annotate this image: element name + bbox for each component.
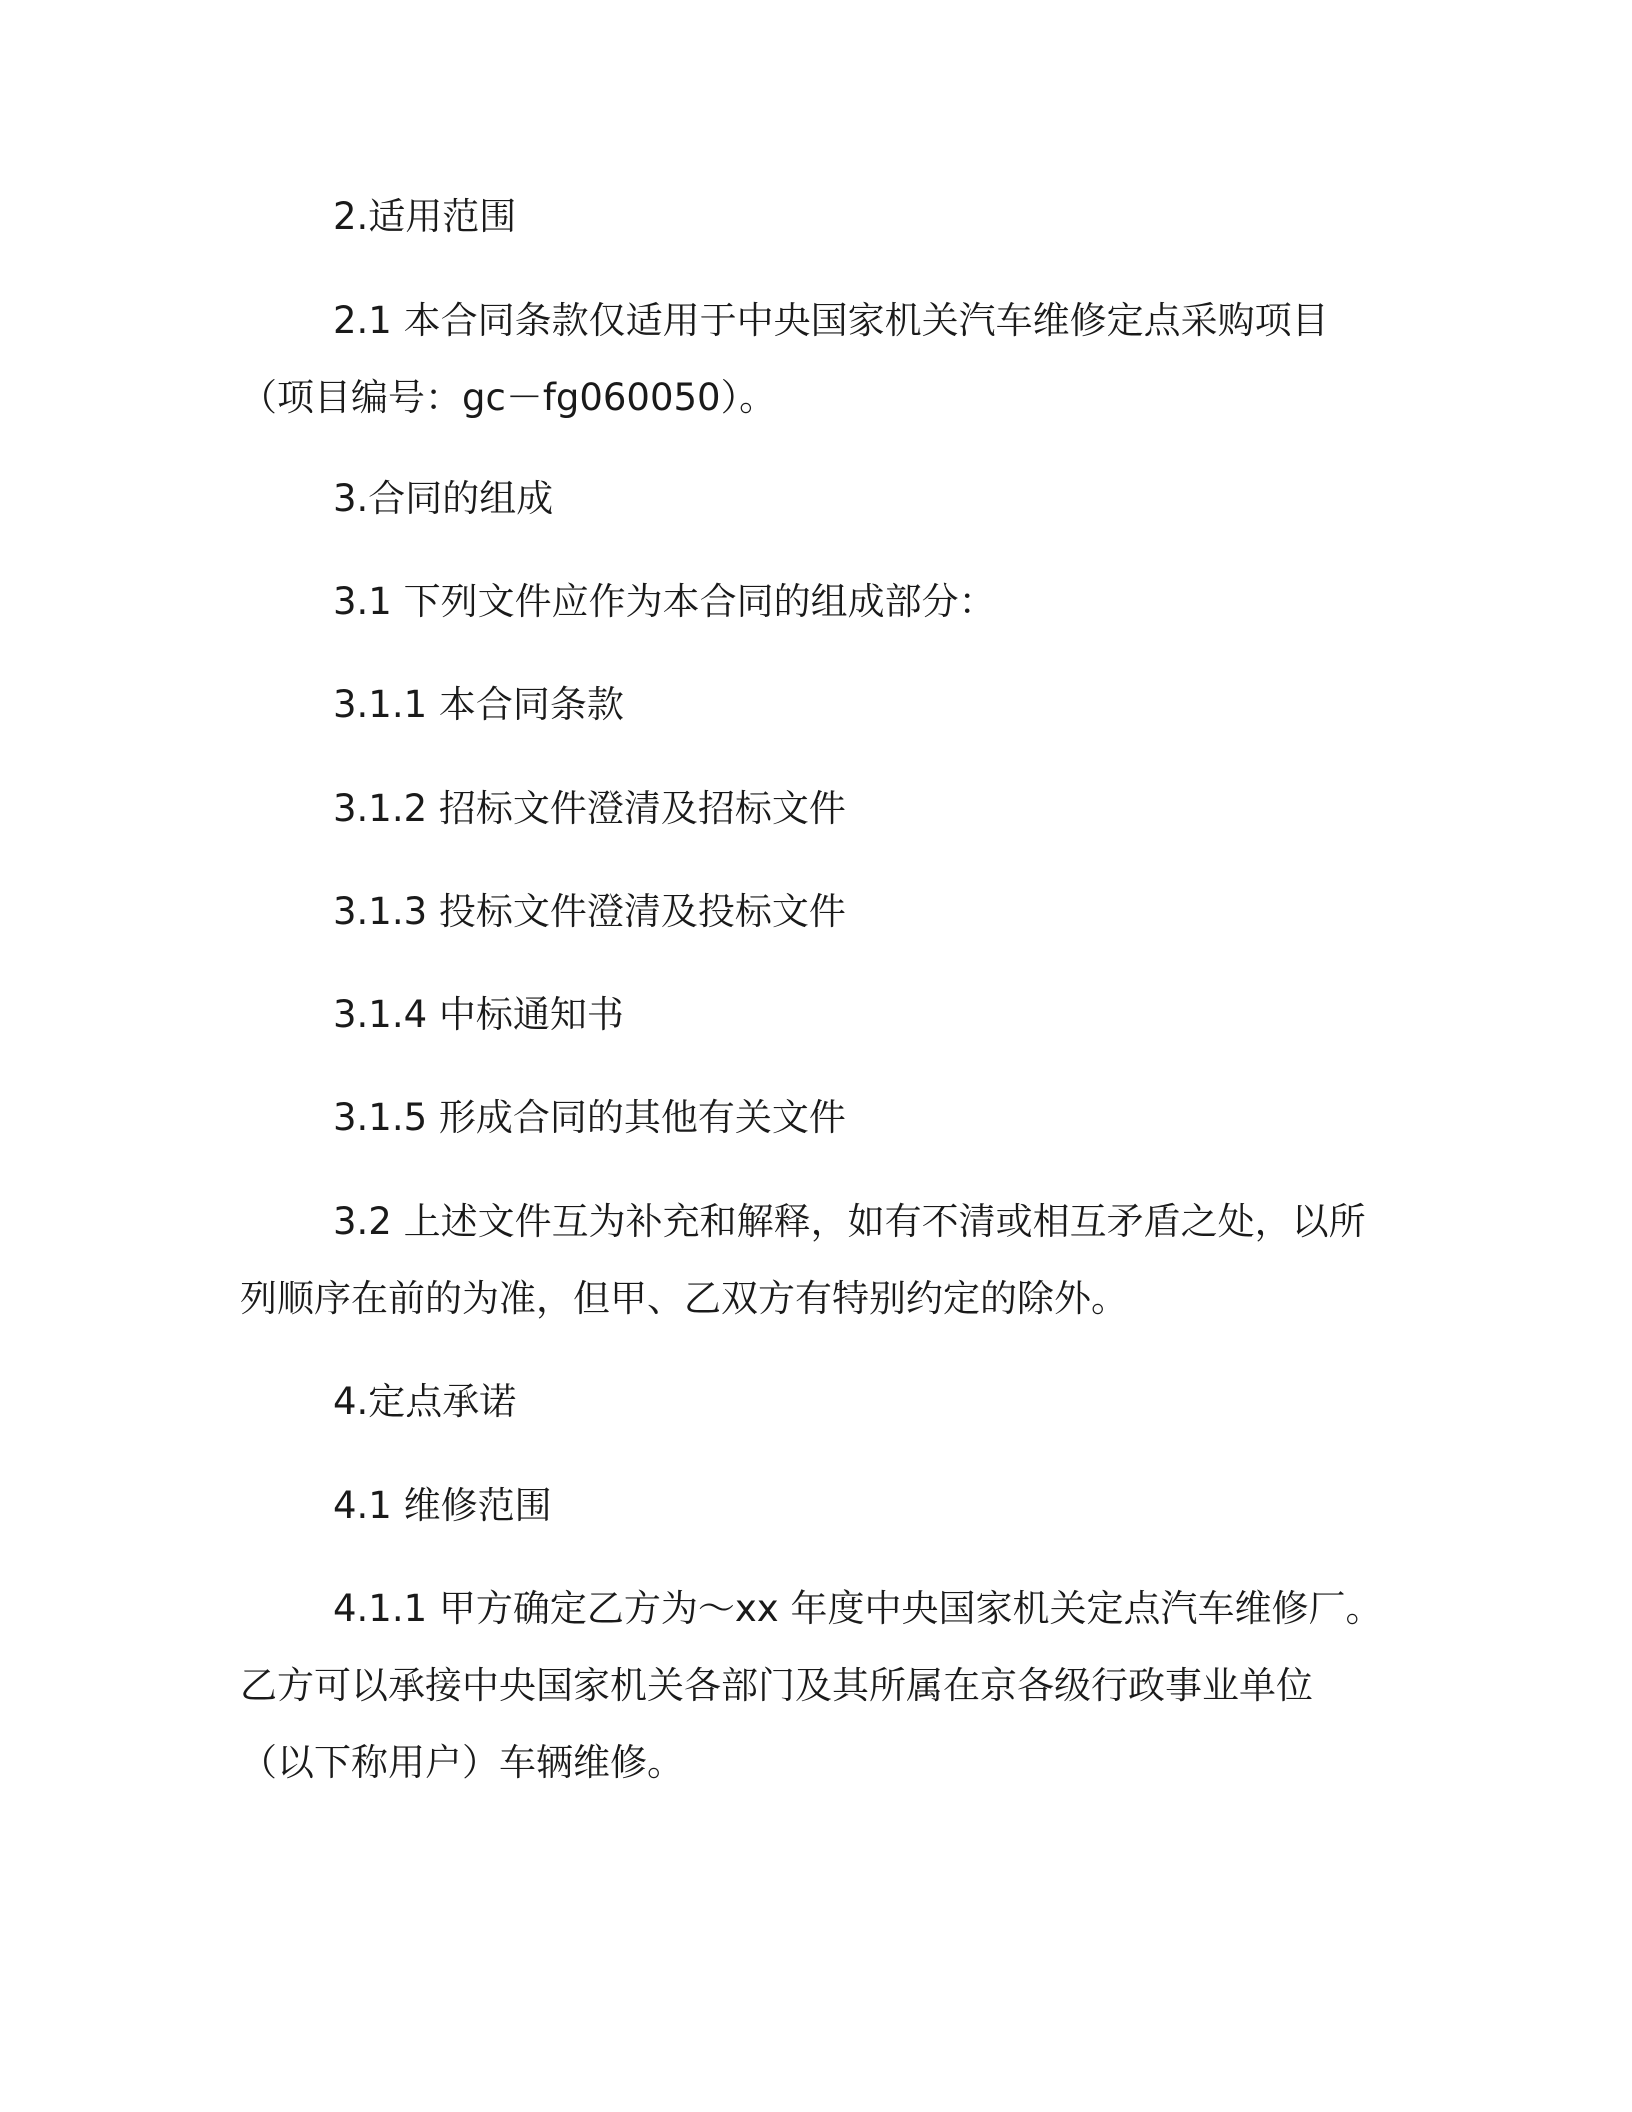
- paragraph-4-1-1-line-1: 4.1.1 甲方确定乙方为～xx 年度中央国家机关定点汽车维修厂。: [333, 1587, 1383, 1630]
- list-item-3-1-4: 3.1.4 中标通知书: [333, 993, 624, 1036]
- list-item-3-1-2: 3.1.2 招标文件澄清及招标文件: [333, 787, 846, 830]
- paragraph-3-1: 3.1 下列文件应作为本合同的组成部分：: [333, 580, 996, 623]
- paragraph-4-1: 4.1 维修范围: [333, 1484, 552, 1527]
- paragraph-3-2-line-1: 3.2 上述文件互为补充和解释，如有不清或相互矛盾之处，以所: [333, 1200, 1366, 1243]
- list-item-3-1-1: 3.1.1 本合同条款: [333, 683, 624, 726]
- list-item-3-1-3: 3.1.3 投标文件澄清及投标文件: [333, 890, 846, 933]
- list-item-3-1-5: 3.1.5 形成合同的其他有关文件: [333, 1096, 846, 1139]
- paragraph-2-1-line-2: （项目编号：gc－fg060050）。: [240, 376, 777, 419]
- section-heading-2: 2.适用范围: [333, 195, 517, 238]
- section-heading-4: 4.定点承诺: [333, 1380, 517, 1423]
- paragraph-3-2-line-2: 列顺序在前的为准，但甲、乙双方有特别约定的除外。: [240, 1277, 1128, 1320]
- paragraph-2-1-line-1: 2.1 本合同条款仅适用于中央国家机关汽车维修定点采购项目: [333, 299, 1329, 342]
- paragraph-4-1-1-line-3: （以下称用户）车辆维修。: [240, 1741, 684, 1784]
- section-heading-3: 3.合同的组成: [333, 477, 554, 520]
- paragraph-4-1-1-line-2: 乙方可以承接中央国家机关各部门及其所属在京各级行政事业单位: [240, 1664, 1313, 1707]
